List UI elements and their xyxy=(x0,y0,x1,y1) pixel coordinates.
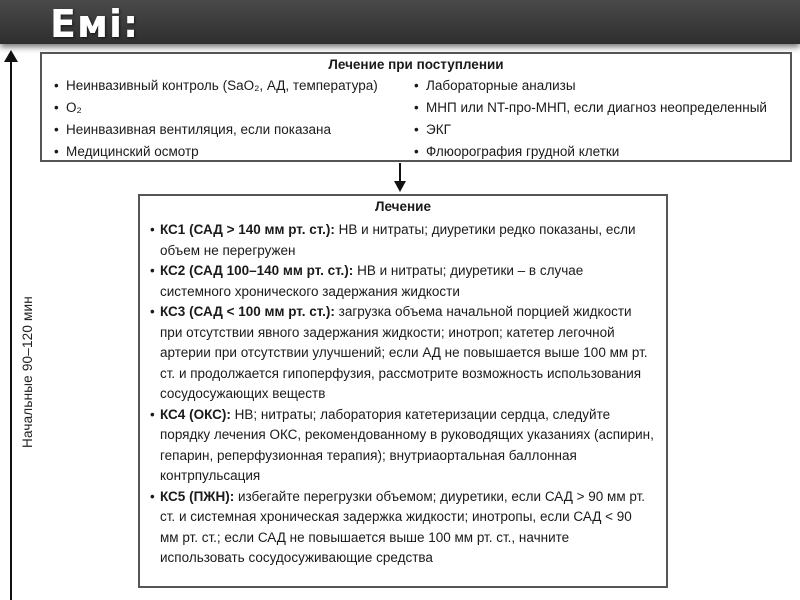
list-item: • Неинвазивная вентиляция, если показана xyxy=(54,119,414,141)
timeline-label: Начальные 90–120 мин xyxy=(20,296,35,448)
bullet-icon: • xyxy=(150,263,155,278)
bullet-icon: • xyxy=(414,100,419,115)
treatment-title: Лечение xyxy=(375,199,431,214)
list-item: • КС3 (САД < 100 мм рт. ст.): загрузка объема начальной порцией жидкости при отсутствии явного задержания жидкости; инотроп; катетер легочной артерии при отсутствии улучшений; если АД не повышается выше 100 мм рт. ст. и продолжается гипоперфузия, рассмотрите возможность использования сосудосужающих веществ xyxy=(150,304,648,401)
bullet-icon: • xyxy=(54,100,59,115)
treatment-list xyxy=(140,214,666,569)
treatment-box xyxy=(138,194,668,588)
list-item: • КС1 (САД > 140 мм рт. ст.): НВ и нитраты; диуретики редко показаны, если объем не перегружен xyxy=(150,222,636,258)
bullet-icon: • xyxy=(54,144,59,159)
timeline-axis xyxy=(10,58,12,600)
admission-columns xyxy=(42,72,790,163)
bullet-icon: • xyxy=(54,78,59,93)
bullet-icon: • xyxy=(150,304,155,319)
admission-left-list xyxy=(54,75,414,163)
list-item: • МНП или NT-про-МНП, если диагноз неопределенный xyxy=(414,97,782,119)
bullet-icon: • xyxy=(414,144,419,159)
bullet-icon: • xyxy=(414,122,419,137)
list-item: • КС2 (САД 100–140 мм рт. ст.): НВ и нитраты; диуретики – в случае системного хронического задержания жидкости xyxy=(150,263,584,299)
admission-title: Лечение при поступлении xyxy=(328,57,504,72)
admission-right-list xyxy=(414,75,782,163)
list-item: • КС5 (ПЖН): избегайте перегрузки объемом; диуретики, если САД > 90 мм рт. ст. и системная хроническая задержка жидкости; инотропы, если САД < 90 мм рт. ст.; если САД не повышается выше 100 мм рт. ст., начните использовать сосудосуживающие средства xyxy=(150,488,646,565)
flow-connector xyxy=(399,163,401,183)
admission-box xyxy=(40,52,792,162)
bullet-icon: • xyxy=(54,122,59,137)
list-item: • Медицинский осмотр xyxy=(54,141,414,163)
header-band xyxy=(0,0,800,44)
list-item: • O₂ xyxy=(54,97,414,119)
list-item: • ЭКГ xyxy=(414,119,782,141)
bullet-icon: • xyxy=(150,406,155,422)
list-item: • КС4 (ОКС): НВ; нитраты; лаборатория катетеризации сердца, следуйте порядку лечения ОКС, рекомендованному в руководящих указаниях (аспирин, гепарин, реперфузионная терапия); внутриаортальная баллонная контрпульсация xyxy=(150,406,654,483)
list-item: • Лабораторные анализы xyxy=(414,75,782,97)
bullet-icon: • xyxy=(150,488,155,504)
arrow-down-icon xyxy=(394,181,406,192)
list-item: • Неинвазивный контроль (SaO₂, АД, температура) xyxy=(54,75,414,97)
list-item: • Флюорография грудной клетки xyxy=(414,141,782,163)
bullet-icon: • xyxy=(150,222,155,237)
slide-title: Емі: xyxy=(50,2,140,46)
bullet-icon: • xyxy=(414,78,419,93)
